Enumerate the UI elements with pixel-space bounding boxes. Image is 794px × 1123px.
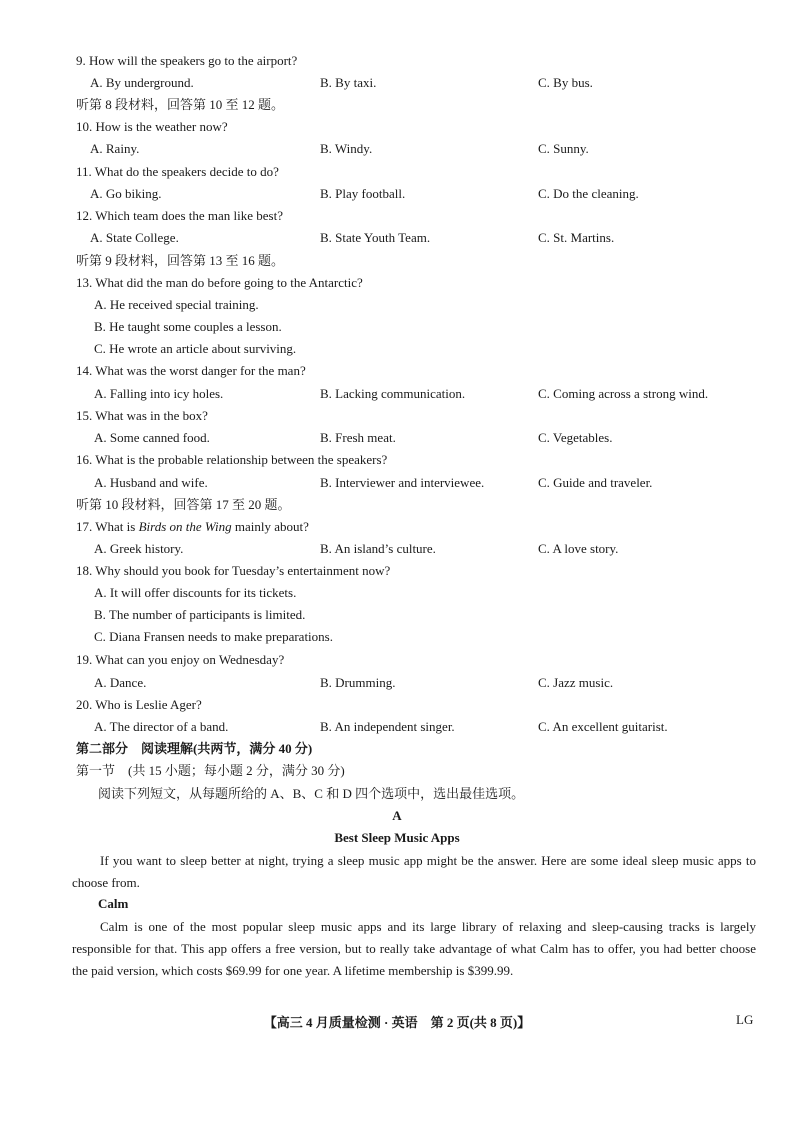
- option-a: A. By underground.: [90, 75, 194, 90]
- option-b: B. State Youth Team.: [320, 230, 431, 245]
- option-b: B. Windy.: [320, 141, 373, 156]
- question-stem: [76, 519, 309, 535]
- option-c: C. An excellent guitarist.: [538, 719, 668, 734]
- option-a: A. State College.: [90, 230, 179, 245]
- option-c: C. Jazz music.: [538, 675, 614, 690]
- option-b: B. The number of participants is limited.: [94, 607, 306, 622]
- option-c: C. A love story.: [538, 541, 619, 556]
- stem-title: Birds on the Wing: [138, 519, 232, 534]
- option-c: C. St. Martins.: [538, 230, 615, 245]
- question-stem: 19. What can you enjoy on Wednesday?: [76, 652, 285, 667]
- option-c: C. Coming across a strong wind.: [538, 386, 709, 401]
- question-stem: 11. What do the speakers decide to do?: [76, 164, 279, 179]
- passage-label: A: [392, 808, 402, 823]
- option-a: A. Husband and wife.: [94, 475, 208, 490]
- question-stem: 14. What was the worst danger for the man?: [76, 363, 306, 378]
- option-b: B. An independent singer.: [320, 719, 455, 734]
- question-stem: 13. What did the man do before going to the Antarctic?: [76, 275, 363, 290]
- footer-mark: LG: [736, 1012, 754, 1027]
- option-b: B. An island’s culture.: [320, 541, 436, 556]
- option-b: B. By taxi.: [320, 75, 377, 90]
- option-b: B. He taught some couples a lesson.: [94, 319, 282, 334]
- question-stem: 9. How will the speakers go to the airport?: [76, 53, 298, 68]
- option-a: A. The director of a band.: [94, 719, 229, 734]
- question-stem: 16. What is the probable relationship between the speakers?: [76, 452, 388, 467]
- option-b: B. Interviewer and interviewee.: [320, 475, 485, 490]
- stem-text: mainly about?: [231, 519, 309, 534]
- question-stem: 12. Which team does the man like best?: [76, 208, 283, 223]
- part-heading: 第二部分 阅读理解(共两节，满分 40 分): [76, 741, 313, 756]
- option-b: B. Lacking communication.: [320, 386, 466, 401]
- option-c: C. Vegetables.: [538, 430, 613, 445]
- option-c: C. He wrote an article about surviving.: [94, 341, 297, 356]
- section-heading: 第一节 (共 15 小题；每小题 2 分，满分 30 分): [76, 763, 345, 778]
- option-a: A. He received special training.: [94, 297, 259, 312]
- passage-intro: If you want to sleep better at night, trying a sleep music app might be the answer. Here are some ideal sleep music apps to choose from.: [72, 853, 756, 890]
- option-b: B. Play football.: [320, 186, 406, 201]
- option-c: C. Sunny.: [538, 141, 589, 156]
- option-a: A. Some canned food.: [94, 430, 210, 445]
- section-instruction: 听第 8 段材料，回答第 10 至 12 题。: [76, 97, 285, 112]
- option-b: B. Fresh meat.: [320, 430, 396, 445]
- option-c: C. By bus.: [538, 75, 593, 90]
- section-instruction: 听第 10 段材料，回答第 17 至 20 题。: [76, 497, 291, 512]
- directions: 阅读下列短文，从每题所给的 A、B、C 和 D 四个选项中，选出最佳选项。: [98, 786, 525, 801]
- option-a: A. Greek history.: [94, 541, 184, 556]
- option-c: C. Guide and traveler.: [538, 475, 653, 490]
- section-instruction: 听第 9 段材料，回答第 13 至 16 题。: [76, 253, 285, 268]
- page-footer: 【高三 4 月质量检测 · 英语 第 2 页(共 8 页)】: [263, 1015, 531, 1030]
- option-a: A. Rainy.: [90, 141, 140, 156]
- option-c: C. Do the cleaning.: [538, 186, 639, 201]
- passage-subheading: Calm: [98, 896, 129, 911]
- passage-title: Best Sleep Music Apps: [334, 830, 460, 845]
- question-stem: 20. Who is Leslie Ager?: [76, 697, 202, 712]
- option-a: A. Falling into icy holes.: [94, 386, 224, 401]
- question-stem: 18. Why should you book for Tuesday’s entertainment now?: [76, 563, 391, 578]
- stem-text: 17. What is: [76, 519, 139, 534]
- option-c: C. Diana Fransen needs to make preparations.: [94, 629, 333, 644]
- option-a: A. It will offer discounts for its tickets.: [94, 585, 297, 600]
- option-a: A. Dance.: [94, 675, 147, 690]
- option-a: A. Go biking.: [90, 186, 162, 201]
- option-b: B. Drumming.: [320, 675, 396, 690]
- question-stem: 10. How is the weather now?: [76, 119, 228, 134]
- question-stem: 15. What was in the box?: [76, 408, 208, 423]
- passage-body: Calm is one of the most popular sleep music apps and its large library of relaxing and sleep-causing tracks is largely responsible for that. This app offers a free version, but to really take advantage of what Calm has to offer, you had better choose the paid version, which costs $69.99 for one year. A lifetime membership is $399.99.: [72, 919, 756, 978]
